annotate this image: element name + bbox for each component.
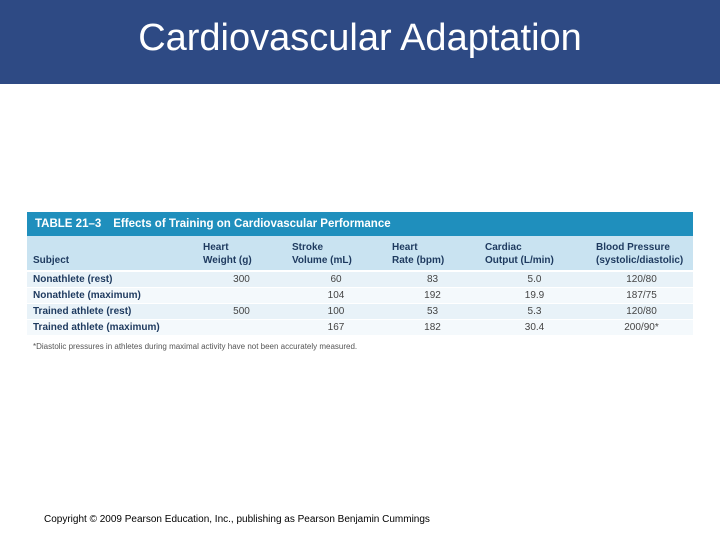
header-stroke-volume [286, 236, 386, 271]
table-caption-bar [27, 212, 693, 236]
cell-heart-rate: 192 [386, 288, 479, 304]
header-cardiac-output-line2: Output (L/min) [485, 255, 554, 266]
table-number: TABLE 21–3 [35, 218, 102, 230]
cell-cardiac-output: 19.9 [479, 288, 590, 304]
table-row [27, 271, 693, 288]
cell-stroke-volume: 100 [286, 304, 386, 320]
title-bar [0, 0, 720, 84]
table-caption: Effects of Training on Cardiovascular Performance [113, 218, 391, 230]
cell-blood-pressure: 200/90* [590, 320, 693, 336]
table-row [27, 288, 693, 304]
cell-subject: Nonathlete (rest) [27, 271, 197, 288]
cell-stroke-volume: 104 [286, 288, 386, 304]
data-table-container [27, 212, 693, 351]
table-row [27, 304, 693, 320]
training-effects-table [27, 236, 693, 336]
cell-cardiac-output: 5.3 [479, 304, 590, 320]
cell-subject: Nonathlete (maximum) [27, 288, 197, 304]
header-blood-pressure [590, 236, 693, 271]
header-heart-rate-line1: Heart [392, 242, 418, 253]
header-heart-weight-line2: Weight (g) [203, 255, 252, 266]
cell-heart-weight: 500 [197, 304, 286, 320]
cell-heart-rate: 83 [386, 271, 479, 288]
header-heart-weight [197, 236, 286, 271]
table-footnote: *Diastolic pressures in athletes during maximal activity have not been accurately measured. [33, 342, 358, 351]
cell-cardiac-output: 5.0 [479, 271, 590, 288]
cell-heart-weight [197, 288, 286, 304]
cell-heart-rate: 53 [386, 304, 479, 320]
table-header-row [27, 236, 693, 271]
header-heart-rate [386, 236, 479, 271]
header-cardiac-output-line1: Cardiac [485, 242, 522, 253]
cell-blood-pressure: 187/75 [590, 288, 693, 304]
copyright-notice: Copyright © 2009 Pearson Education, Inc., publishing as Pearson Benjamin Cummings [44, 514, 430, 525]
header-cardiac-output [479, 236, 590, 271]
table-row [27, 320, 693, 336]
header-heart-rate-line2: Rate (bpm) [392, 255, 445, 266]
cell-blood-pressure: 120/80 [590, 271, 693, 288]
header-subject [27, 236, 197, 271]
header-stroke-volume-line1: Stroke [292, 242, 324, 253]
cell-subject: Trained athlete (maximum) [27, 320, 197, 336]
header-subject-line1: Subject [33, 255, 70, 266]
cell-heart-weight: 300 [197, 271, 286, 288]
header-heart-weight-line1: Heart [203, 242, 229, 253]
cell-stroke-volume: 60 [286, 271, 386, 288]
cell-blood-pressure: 120/80 [590, 304, 693, 320]
cell-subject: Trained athlete (rest) [27, 304, 197, 320]
header-stroke-volume-line2: Volume (mL) [292, 255, 352, 266]
cell-heart-weight [197, 320, 286, 336]
cell-heart-rate: 182 [386, 320, 479, 336]
header-blood-pressure-line1: Blood Pressure [596, 242, 670, 253]
cell-stroke-volume: 167 [286, 320, 386, 336]
header-blood-pressure-line2: (systolic/diastolic) [596, 255, 684, 266]
cell-cardiac-output: 30.4 [479, 320, 590, 336]
slide-title: Cardiovascular Adaptation [138, 16, 582, 59]
